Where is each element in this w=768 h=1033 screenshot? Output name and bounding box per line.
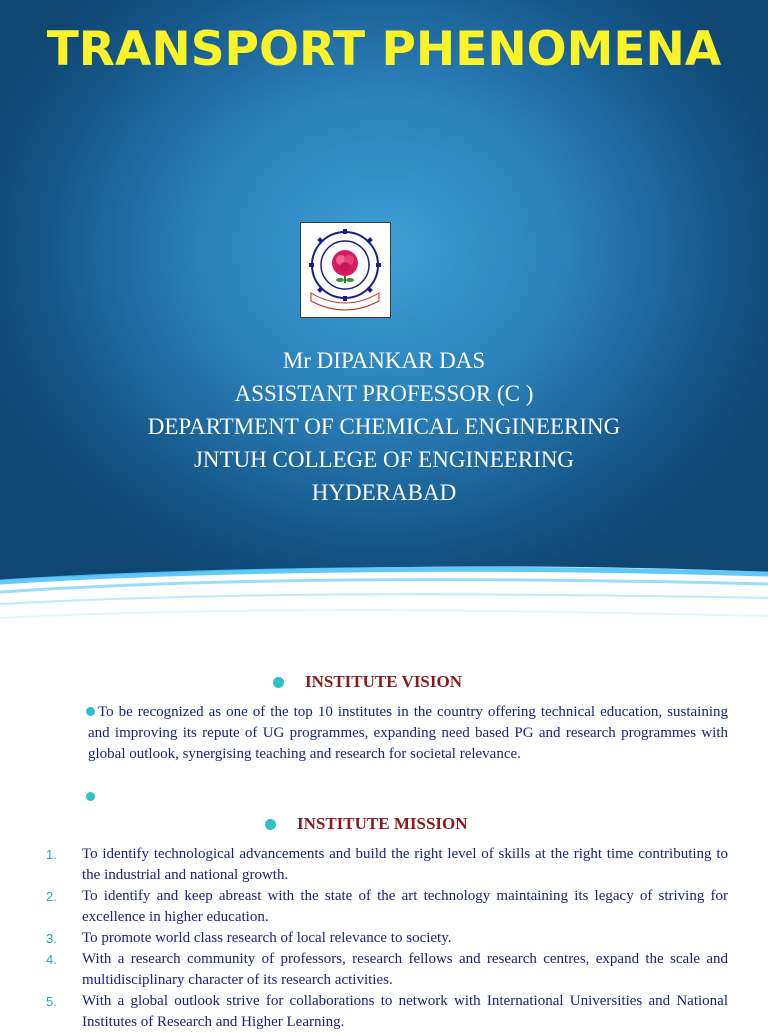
- author-designation: ASSISTANT PROFESSOR (C ): [234, 381, 534, 406]
- list-item: [46, 928, 728, 949]
- university-logo: [300, 222, 391, 318]
- mission-list: [46, 844, 728, 1033]
- vision-bullet-icon: [273, 677, 284, 688]
- list-number: 4.: [46, 952, 57, 967]
- vision-heading: INSTITUTE VISION: [305, 672, 463, 691]
- list-text: To promote world class research of local relevance to society.: [82, 930, 452, 946]
- list-item: [46, 949, 728, 991]
- vision-paragraph: To be recognized as one of the top 10 institutes in the country offering technical education, sustaining and improving its repute of UG programmes, expanding need based PG and research programmes with global outlook, synergising teaching and research for societal relevance.: [88, 704, 728, 762]
- mission-bullet-icon: [265, 819, 276, 830]
- author-block: [0, 344, 768, 509]
- author-city: HYDERABAD: [311, 480, 457, 505]
- author-college: JNTUH COLLEGE OF ENGINEERING: [193, 447, 575, 472]
- list-text: To identify and keep abreast with the state of the art technology maintaining its legacy of striving for excellence in higher education.: [82, 888, 728, 925]
- list-item: [46, 844, 728, 886]
- author-name: Mr DIPANKAR DAS: [282, 348, 486, 373]
- list-item: [46, 991, 728, 1033]
- list-item: [46, 886, 728, 928]
- list-text: To identify technological advancements and build the right level of skills at the right time contributing to the industrial and national growth.: [82, 846, 728, 883]
- list-text: With a global outlook strive for collaborations to network with International Universities and National Institutes of Research and Higher Learning.: [82, 993, 728, 1030]
- list-number: 1.: [46, 847, 57, 862]
- mission-heading: INSTITUTE MISSION: [297, 814, 468, 833]
- logo-seal-icon: [301, 223, 390, 317]
- wave-decoration: [0, 560, 768, 640]
- list-number: 2.: [46, 889, 57, 904]
- vision-text: [88, 702, 728, 765]
- empty-bullet-icon: [86, 792, 95, 801]
- list-number: 5.: [46, 994, 57, 1009]
- slide-title: TRANSPORT PHENOMENA: [46, 22, 722, 77]
- vision-mission-slide: [0, 640, 768, 1030]
- list-text: With a research community of professors, research fellows and research centres, expand the scale and multidisciplinary character of its research activities.: [82, 951, 728, 988]
- author-department: DEPARTMENT OF CHEMICAL ENGINEERING: [147, 414, 621, 439]
- list-number: 3.: [46, 931, 57, 946]
